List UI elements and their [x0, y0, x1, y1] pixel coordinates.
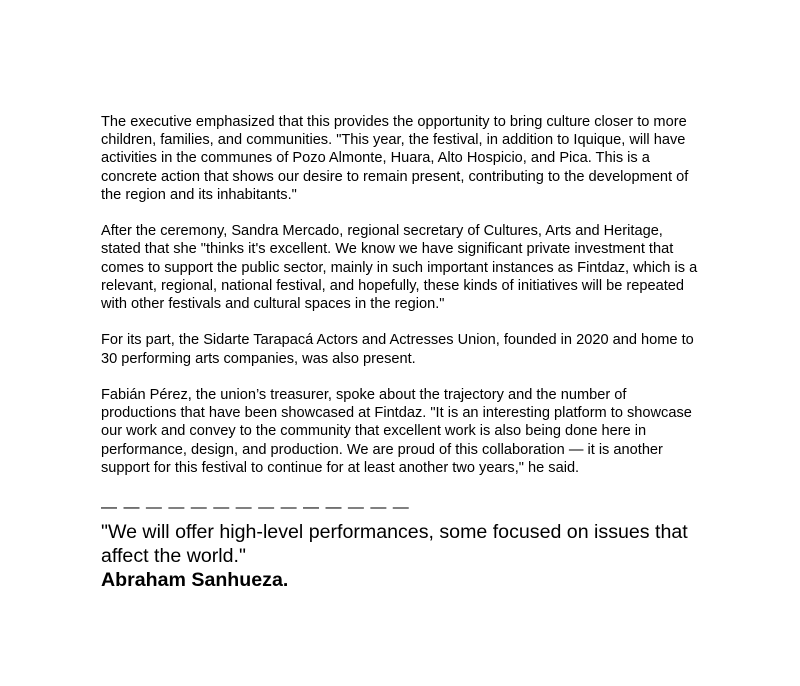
quote-separator: — — — — — — — — — — — — — —	[101, 499, 410, 516]
paragraph-sandra-mercado: After the ceremony, Sandra Mercado, regional secretary of Cultures, Arts and Heritage, stated that she "thinks it's excellent. We know we have significant private investment that comes to support the public sector, mainly in such important instances as Fintdaz, which is a relevant, regional, national festival, and hopefully, these kinds of initiatives will be repeated with other festivals and cultural spaces in the region."	[101, 223, 698, 313]
pull-quote-text: "We will offer high-level performances, some focused on issues that affect the world."	[101, 521, 688, 567]
paragraph-sidarte-union: For its part, the Sidarte Tarapacá Actors and Actresses Union, founded in 2020 and home to 30 performing arts companies, was also present.	[101, 332, 694, 367]
pull-quote-author: Abraham Sanhueza.	[101, 569, 289, 591]
article-body	[101, 113, 701, 477]
pull-quote	[101, 499, 721, 592]
paragraph-executive-quote: The executive emphasized that this provides the opportunity to bring culture closer to more children, families, and communities. "This year, the festival, in addition to Iquique, will have activities in the communes of Pozo Almonte, Huara, Alto Hospicio, and Pica. This is a concrete action that shows our desire to remain present, contributing to the development of the region and its inhabitants."	[101, 114, 689, 203]
paragraph-fabian-perez: Fabián Pérez, the union’s treasurer, spoke about the trajectory and the number of productions that have been showcased at Fintdaz. "It is an interesting platform to showcase our work and convey to the community that excellent work is also being done here in performance, design, and production. We are proud of this collaboration — it is another support for this festival to continue for at least another two years," he said.	[101, 387, 692, 476]
